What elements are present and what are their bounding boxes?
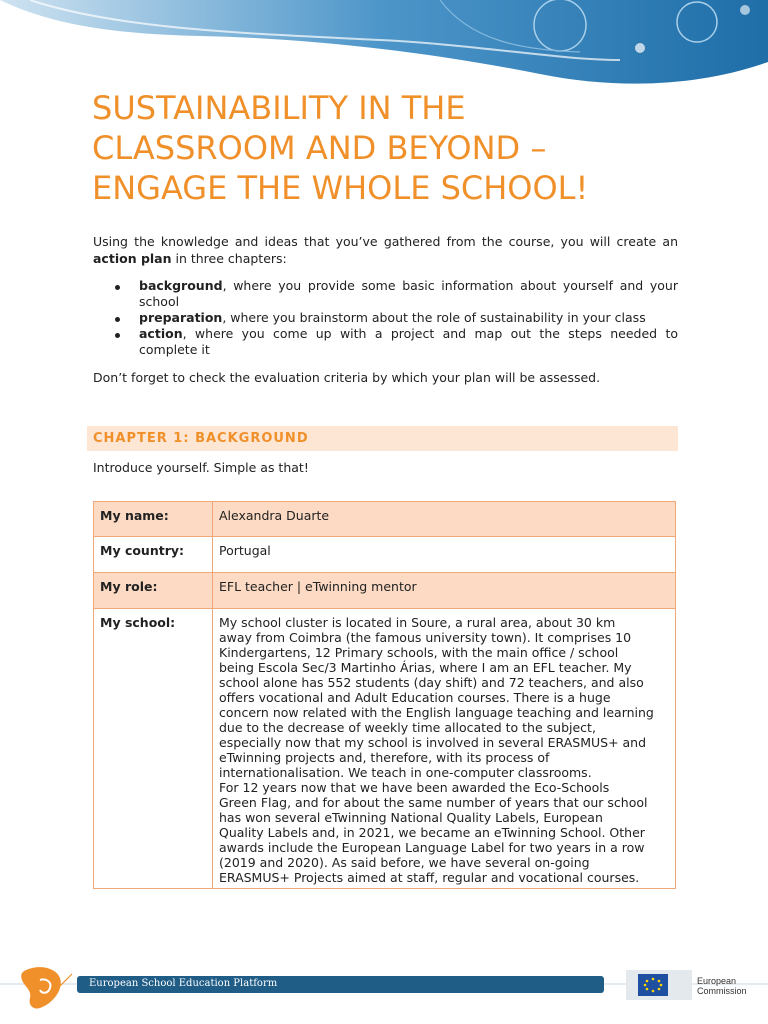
school-line: away from Coimbra (the famous university town). It comprises 10: [219, 630, 632, 645]
bullet-term: background: [139, 278, 223, 293]
row-label: My name:: [94, 502, 213, 537]
bullet-text: , where you provide some basic information about yourself and your school: [139, 278, 678, 309]
intro-bold-term: action plan: [93, 251, 172, 266]
list-item: [93, 310, 678, 326]
row-label: My school:: [94, 609, 213, 889]
bullet-text: , where you brainstorm about the role of sustainability in your class: [222, 310, 646, 325]
title-line-1: SUSTAINABILITY IN THE: [92, 89, 466, 127]
bullet-term: action: [139, 326, 183, 341]
footer-platform-bar: [77, 976, 604, 993]
chapter-subtitle: Introduce yourself. Simple as that!: [93, 460, 309, 475]
school-line: My school cluster is located in Soure, a rural area, about 30 km: [219, 615, 616, 630]
row-value: Portugal: [213, 537, 676, 573]
reminder-text: Don’t forget to check the evaluation criteria by which your plan will be assessed.: [93, 370, 601, 385]
school-line: due to the decrease of weekly time allocated to the subject,: [219, 720, 596, 735]
school-line: internationalisation. We teach in one-computer classrooms.: [219, 765, 592, 780]
page-title: [92, 88, 692, 208]
school-line: concern now related with the English language teaching and learning: [219, 705, 654, 720]
intro-paragraph: [93, 233, 678, 267]
school-line: For 12 years now that we have been awarded the Eco-Schools: [219, 780, 610, 795]
bullet-term: preparation: [139, 310, 223, 325]
school-line: being Escola Sec/3 Martinho Árias, where I am an EFL teacher. My: [219, 660, 632, 675]
row-value: Alexandra Duarte: [213, 502, 676, 537]
eu-flag-icon: [626, 970, 692, 1000]
school-line: Quality Labels and, in 2021, we became an eTwinning School. Other: [219, 825, 645, 840]
table-row: [94, 573, 676, 609]
school-line: (2019 and 2020). As said before, we have several on-going: [219, 855, 590, 870]
bullet-icon: [115, 317, 120, 322]
bullet-text: , where you come up with a project and map out the steps needed to complete it: [139, 326, 678, 357]
chapter-list: [93, 278, 678, 358]
chapter-heading-bar: [87, 426, 678, 451]
commission-line-1: European: [697, 976, 737, 986]
bullet-icon: [115, 285, 120, 290]
table-row: [94, 537, 676, 573]
list-item: [93, 326, 678, 358]
school-line: especially now that my school is involved in several ERASMUS+ and: [219, 735, 647, 750]
table-row: [94, 609, 676, 889]
school-line: eTwinning projects and, therefore, with its process of: [219, 750, 550, 765]
chapter-heading: CHAPTER 1: BACKGROUND: [93, 431, 309, 446]
row-label: My country:: [94, 537, 213, 573]
intro-text-after: in three chapters:: [171, 251, 287, 266]
row-value: EFL teacher | eTwinning mentor: [213, 573, 676, 609]
school-description: [213, 609, 676, 889]
list-item: [93, 278, 678, 310]
commission-label: [697, 976, 747, 996]
school-line: ERASMUS+ Projects aimed at staff, regular and vocational courses.: [219, 870, 640, 885]
school-line: offers vocational and Adult Education courses. There is a huge: [219, 690, 611, 705]
bullet-icon: [115, 333, 120, 338]
intro-text-before: Using the knowledge and ideas that you’ve gathered from the course, you will create an: [93, 234, 678, 249]
table-row: [94, 502, 676, 537]
school-line: school alone has 552 students (day shift) and 72 teachers, and also: [219, 675, 644, 690]
title-line-2: CLASSROOM AND BEYOND –: [92, 129, 547, 167]
school-line: awards include the European Language Label for two years in a row: [219, 840, 645, 855]
school-line: has won several eTwinning National Quality Labels, European: [219, 810, 603, 825]
school-line: Green Flag, and for about the same number of years that our school: [219, 795, 648, 810]
title-line-3: ENGAGE THE WHOLE SCHOOL!: [92, 169, 589, 207]
commission-line-2: Commission: [697, 986, 747, 996]
header-banner: [0, 0, 768, 92]
row-label: My role:: [94, 573, 213, 609]
platform-logo-icon: [21, 967, 72, 1008]
background-table: [93, 501, 676, 889]
footer-platform-name: European School Education Platform: [89, 978, 278, 989]
school-line: Kindergartens, 12 Primary schools, with the main office / school: [219, 645, 619, 660]
